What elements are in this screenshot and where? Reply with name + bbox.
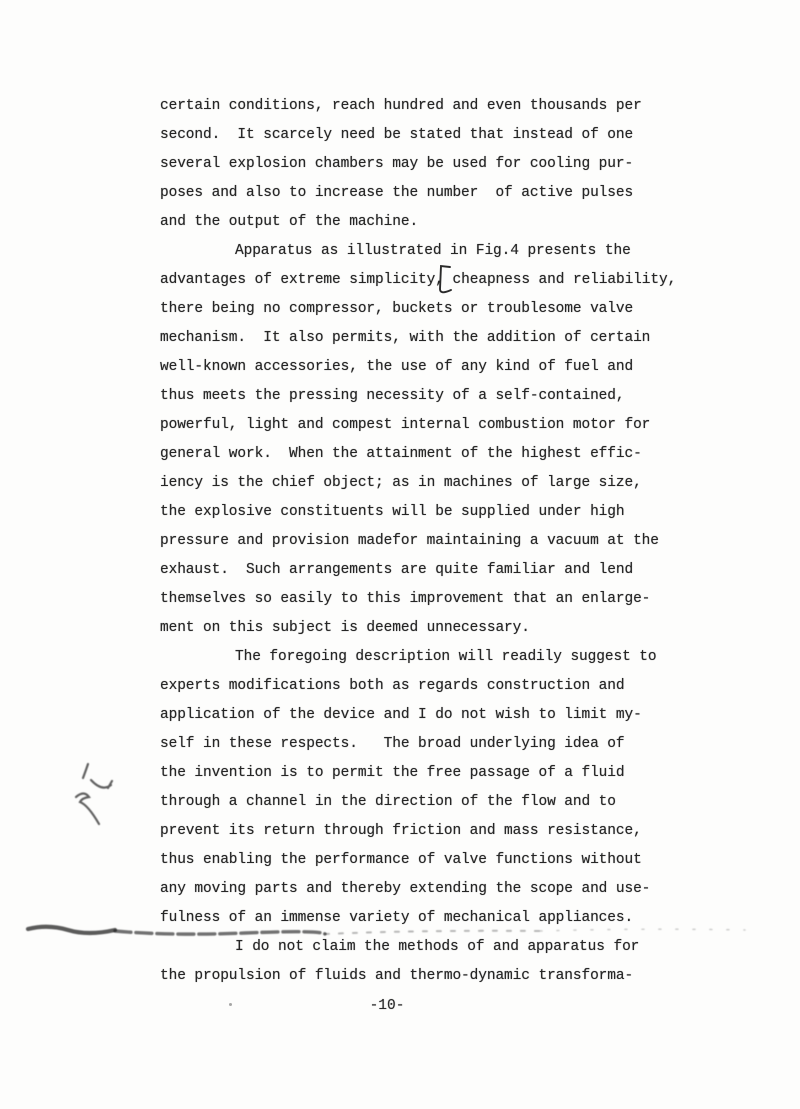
text-line-1: certain conditions, reach hundred and even thousands per [160,98,642,114]
text-line-5: and the output of the machine. [160,214,419,230]
text-line-21: experts modifications both as regards construction and [160,678,625,694]
text-line-7 [160,266,720,295]
text-line-20: The foregoing description will readily suggest to [235,649,657,665]
page-number: -10- [369,998,405,1014]
text-line-23: self in these respects. The broad underlying idea of [160,736,625,752]
text-line-4: poses and also to increase the number of active pulses [160,185,634,201]
typewritten-text-block [160,92,720,991]
text-line-9: mechanism. It also permits, with the addition of certain [160,330,651,346]
text-after-bracket: cheapness and reliability, [452,272,677,288]
text-line-13: general work. When the attainment of the highest effic- [160,446,642,462]
text-line-26: prevent its return through friction and mass resistance, [160,823,642,839]
text-line-25: through a channel in the direction of the flow and to [160,794,616,810]
text-line-18: themselves so easily to this improvement that an enlarge- [160,591,651,607]
handwritten-margin-mark-icon [55,748,125,838]
hand-drawn-bracket-icon [444,282,453,283]
text-before-bracket: advantages of extreme simplicity, [160,272,444,288]
text-line-11: thus meets the pressing necessity of a self-contained, [160,388,625,404]
text-line-28: any moving parts and thereby extending the scope and use- [160,881,651,897]
text-line-12: powerful, light and compest internal combustion motor for [160,417,651,433]
text-line-31: the propulsion of fluids and thermo-dynamic transforma- [160,968,634,984]
text-line-17: exhaust. Such arrangements are quite familiar and lend [160,562,634,578]
text-line-3: several explosion chambers may be used for cooling pur- [160,156,634,172]
text-line-29: fulness of an immense variety of mechanical appliances. [160,910,634,926]
text-line-15: the explosive constituents will be supplied under high [160,504,625,520]
text-line-14: iency is the chief object; as in machines of large size, [160,475,642,491]
text-line-27: thus enabling the performance of valve functions without [160,852,642,868]
text-line-6: Apparatus as illustrated in Fig.4 presents the [235,243,631,259]
text-line-19: ment on this subject is deemed unnecessary. [160,620,530,636]
text-line-16: pressure and provision madefor maintaining a vacuum at the [160,533,659,549]
text-line-10: well-known accessories, the use of any kind of fuel and [160,359,634,375]
ink-smudge-streak [20,920,760,940]
text-line-22: application of the device and I do not wish to limit my- [160,707,642,723]
text-line-2: second. It scarcely need be stated that instead of one [160,127,634,143]
text-line-30: I do not claim the methods of and apparatus for [235,939,640,955]
text-line-24: the invention is to permit the free passage of a fluid [160,765,625,781]
text-line-8: there being no compressor, buckets or troublesome valve [160,301,634,317]
